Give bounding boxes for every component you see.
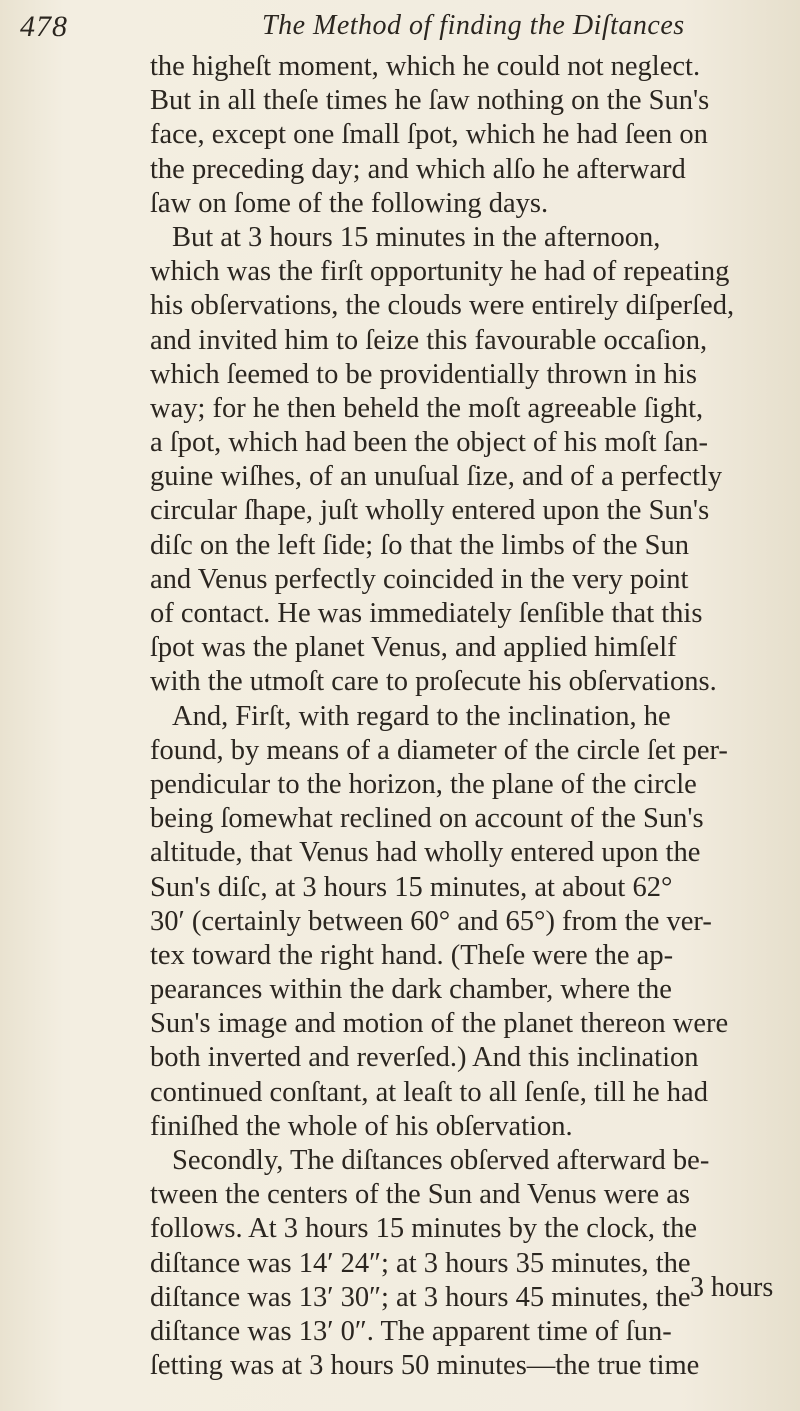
text-line: ſaw on ſome of the following days. — [150, 187, 549, 219]
text-line: his obſervations, the clouds were entirely diſperſed, — [150, 290, 735, 322]
text-line: pendicular to the horizon, the plane of the circle — [150, 768, 697, 800]
text-line: But at 3 hours 15 minutes in the afternoon, — [172, 221, 661, 253]
text-line: Sun's image and motion of the planet thereon were — [150, 1008, 729, 1040]
text-line: diſtance was 14′ 24″; at 3 hours 35 minutes, the — [150, 1247, 691, 1279]
text-line: finiſhed the whole of his obſervation. — [150, 1110, 573, 1142]
text-line: circular ſhape, juſt wholly entered upon the Sun's — [150, 495, 710, 527]
text-line: But in all theſe times he ſaw nothing on the Sun's — [150, 85, 710, 117]
text-line: and invited him to ſeize this favourable occaſion, — [150, 324, 708, 356]
text-line: continued conſtant, at leaſt to all ſenſe, till he had — [150, 1076, 708, 1108]
text-line: diſtance was 13′ 0″. The apparent time of ſun- — [150, 1315, 672, 1347]
text-line: tween the centers of the Sun and Venus were as — [150, 1179, 691, 1211]
text-line: ſetting was at 3 hours 50 minutes—the true time — [150, 1350, 700, 1382]
running-head: The Method of finding the Diſtances — [262, 10, 685, 41]
text-line: ſpot was the planet Venus, and applied himſelf — [150, 632, 677, 664]
text-line: diſtance was 13′ 30″; at 3 hours 45 minutes, the — [150, 1281, 691, 1313]
text-line: Secondly, The diſtances obſerved afterward be- — [172, 1145, 710, 1176]
text-line: with the utmoſt care to proſecute his obſervations. — [150, 666, 717, 698]
text-line: 30′ (certainly between 60° and 65°) from the ver- — [150, 905, 712, 937]
text-line: pearances within the dark chamber, where the — [150, 974, 672, 1006]
text-line: follows. At 3 hours 15 minutes by the clock, the — [150, 1213, 697, 1245]
text-line: Sun's diſc, at 3 hours 15 minutes, at about 62° — [150, 871, 673, 903]
text-line: a ſpot, which had been the object of his moſt ſan- — [150, 427, 708, 459]
text-line: And, Firſt, with regard to the inclination, he — [172, 700, 671, 732]
text-line: the preceding day; and which alſo he afterward — [150, 153, 686, 185]
text-line: being ſomewhat reclined on account of the Sun's — [150, 803, 704, 835]
text-line: both inverted and reverſed.) And this inclination — [150, 1042, 699, 1074]
catchword: 3 hours — [690, 1272, 774, 1303]
text-line: face, except one ſmall ſpot, which he had ſeen on — [150, 119, 708, 151]
text-line: and Venus perfectly coincided in the very point — [150, 563, 689, 595]
text-line: diſc on the left ſide; ſo that the limbs of the Sun — [150, 529, 690, 561]
text-line: which was the firſt opportunity he had of repeating — [150, 256, 730, 288]
text-line: which ſeemed to be providentially thrown in his — [150, 358, 697, 390]
text-line: guine wiſhes, of an unuſual ſize, and of a perfectly — [150, 461, 723, 493]
page-number: 478 — [20, 10, 68, 43]
text-line: way; for he then beheld the moſt agreeable ſight, — [150, 392, 704, 424]
text-line: the higheſt moment, which he could not neglect. — [150, 51, 701, 82]
body-text — [150, 50, 790, 1383]
text-line: of contact. He was immediately ſenſible that this — [150, 598, 703, 629]
text-line: altitude, that Venus had wholly entered upon the — [150, 837, 701, 869]
text-line: tex toward the right hand. (Theſe were the ap- — [150, 939, 674, 971]
text-line: found, by means of a diameter of the circle ſet per- — [150, 734, 728, 766]
